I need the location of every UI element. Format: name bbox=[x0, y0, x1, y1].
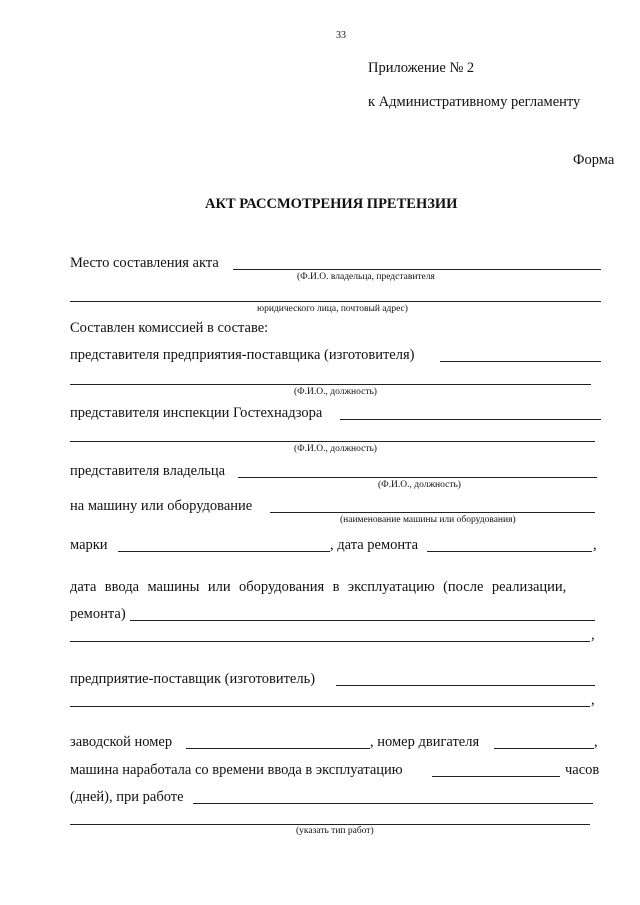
place-label: Место составления акта bbox=[70, 255, 219, 271]
place-line bbox=[233, 269, 601, 270]
fio-position-hint-3: (Ф.И.О., должность) bbox=[378, 480, 461, 490]
inspection-rep-line-2 bbox=[70, 441, 595, 442]
regulation-label: к Административному регламенту bbox=[368, 94, 581, 110]
inspection-rep-line bbox=[340, 419, 601, 420]
fio-position-hint-2: (Ф.И.О., должность) bbox=[294, 444, 377, 454]
supplier-rep-label: представителя предприятия-поставщика (изготовителя) bbox=[70, 347, 415, 363]
commission-date-line bbox=[130, 620, 595, 621]
commission-label: Составлен комиссией в составе: bbox=[70, 320, 269, 336]
owner-rep-label: представителя владельца bbox=[70, 463, 226, 479]
serial-line bbox=[186, 748, 370, 749]
repair-date-label: , дата ремонта bbox=[330, 537, 419, 553]
engine-line bbox=[494, 748, 594, 749]
owner-hint: (Ф.И.О. владельца, представителя bbox=[297, 272, 435, 282]
fio-position-hint-1: (Ф.И.О., должность) bbox=[294, 387, 377, 397]
serial-label: заводской номер bbox=[70, 734, 173, 750]
supplier-line bbox=[336, 685, 595, 686]
comma-2: , bbox=[591, 627, 595, 643]
days-label: (дней), при работе bbox=[70, 789, 184, 805]
comma-1: , bbox=[593, 537, 597, 553]
work-type-line bbox=[70, 824, 590, 825]
inspection-rep-label: представителя инспекции Гостехнадзора bbox=[70, 405, 323, 421]
repair-label: ремонта) bbox=[70, 606, 126, 622]
supplier-label: предприятие-поставщик (изготовитель) bbox=[70, 671, 316, 687]
repair-date-line bbox=[427, 551, 592, 552]
comma-4: , bbox=[594, 734, 598, 750]
page-number: 33 bbox=[336, 30, 346, 41]
brand-line bbox=[118, 551, 330, 552]
hours-label: часов bbox=[565, 762, 600, 778]
work-line bbox=[193, 803, 593, 804]
supplier-rep-line-2 bbox=[70, 384, 591, 385]
commission-date-line-2 bbox=[70, 641, 590, 642]
work-type-hint: (указать тип работ) bbox=[296, 826, 374, 836]
form-label: Форма bbox=[573, 152, 615, 168]
machine-line bbox=[270, 512, 595, 513]
machine-hint: (наименование машины или оборудования) bbox=[340, 515, 516, 525]
owner-rep-line bbox=[238, 477, 597, 478]
legal-hint: юридического лица, почтовый адрес) bbox=[257, 304, 408, 314]
supplier-rep-line bbox=[440, 361, 601, 362]
commission-date-label: дата ввода машины или оборудования в эксплуатацию (после реализации, bbox=[70, 579, 567, 595]
address-line bbox=[70, 301, 601, 302]
comma-3: , bbox=[591, 692, 595, 708]
worked-label: машина наработала со времени ввода в эксплуатацию bbox=[70, 762, 403, 778]
supplier-line-2 bbox=[70, 706, 590, 707]
appendix-label: Приложение № 2 bbox=[368, 60, 475, 76]
worked-line bbox=[432, 776, 560, 777]
brand-label: марки bbox=[70, 537, 108, 553]
engine-label: , номер двигателя bbox=[370, 734, 480, 750]
machine-label: на машину или оборудование bbox=[70, 498, 253, 514]
document-title: АКТ РАССМОТРЕНИЯ ПРЕТЕНЗИИ bbox=[205, 196, 458, 212]
